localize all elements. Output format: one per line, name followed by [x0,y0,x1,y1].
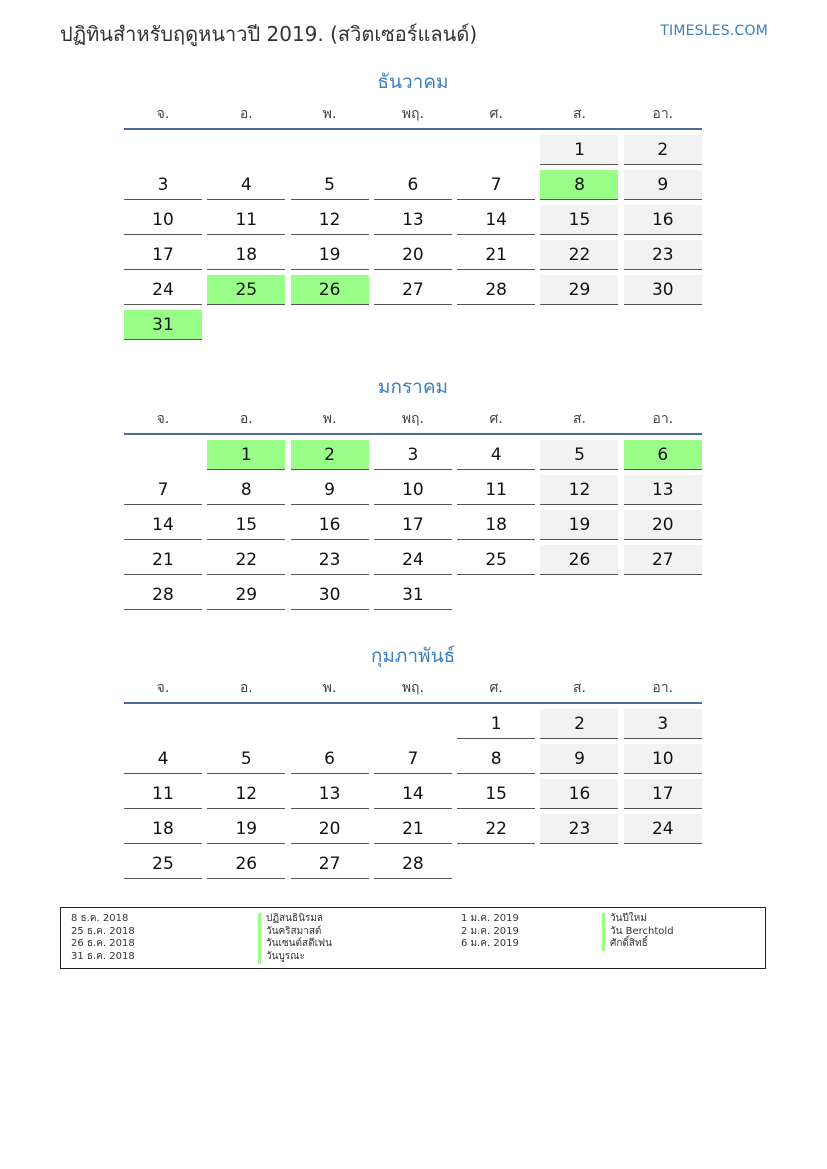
weekday-header [124,405,702,435]
weekday-label: อา. [652,411,674,427]
empty-cell [124,709,202,739]
day-cell[interactable]: 3 [624,709,702,739]
holiday-day-cell[interactable]: 2 [291,440,369,470]
day-cell[interactable]: 8 [207,475,285,505]
day-cell[interactable]: 23 [540,814,618,844]
legend-holiday-name: วันเซนต์สตีเฟน [258,938,332,951]
day-cell[interactable]: 6 [374,170,452,200]
legend-holiday-name: ศักดิ์สิทธิ์ [602,938,674,951]
weekday-label: พ. [322,680,337,696]
legend-dates-left [71,913,135,964]
empty-cell [291,709,369,739]
empty-cell [374,135,452,165]
holiday-day-cell[interactable]: 6 [624,440,702,470]
weekday-label: อ. [239,411,253,427]
day-cell[interactable]: 9 [291,475,369,505]
day-cell[interactable]: 5 [207,744,285,774]
day-cell[interactable]: 19 [291,240,369,270]
day-cell[interactable]: 18 [124,814,202,844]
day-cell[interactable]: 17 [374,510,452,540]
day-cell[interactable]: 24 [374,545,452,575]
day-cell[interactable]: 13 [624,475,702,505]
day-cell[interactable]: 2 [540,709,618,739]
weekday-label: จ. [156,680,170,696]
day-cell[interactable]: 5 [291,170,369,200]
empty-cell [124,135,202,165]
month-title: กุมภาพันธ์ [370,645,456,667]
weekday-label: อา. [652,106,674,122]
weekday-label: ส. [572,411,586,427]
empty-cell [207,135,285,165]
day-cell[interactable]: 25 [457,545,535,575]
weekday-label: พ. [322,106,337,122]
day-cell[interactable]: 15 [540,205,618,235]
holiday-day-cell[interactable]: 8 [540,170,618,200]
legend-date: 26 ธ.ค. 2018 [71,938,135,950]
weekday-label: ศ. [489,106,503,122]
legend-holiday-name: วันบูรณะ [258,951,332,964]
day-cell[interactable]: 16 [540,779,618,809]
day-cell[interactable]: 16 [624,205,702,235]
weekday-header [124,100,702,130]
day-cell[interactable]: 11 [207,205,285,235]
empty-cell [457,135,535,165]
day-cell[interactable]: 23 [291,545,369,575]
holiday-day-cell[interactable]: 31 [124,310,202,340]
day-grid [124,135,702,340]
weekday-label: ศ. [489,411,503,427]
day-cell[interactable]: 19 [207,814,285,844]
day-cell[interactable]: 1 [457,709,535,739]
weekday-label: พฤ. [401,106,424,122]
day-cell[interactable]: 5 [540,440,618,470]
day-cell[interactable]: 18 [457,510,535,540]
day-cell[interactable]: 11 [457,475,535,505]
legend-holiday-name: วันคริสมาสต์ [258,926,332,939]
day-cell[interactable]: 29 [540,275,618,305]
day-cell[interactable]: 30 [291,580,369,610]
day-cell[interactable]: 1 [540,135,618,165]
day-cell[interactable]: 7 [457,170,535,200]
month-december [124,68,702,340]
day-cell[interactable]: 4 [124,744,202,774]
day-cell[interactable]: 7 [124,475,202,505]
empty-cell [374,709,452,739]
day-cell[interactable]: 27 [291,849,369,879]
day-cell[interactable]: 23 [624,240,702,270]
legend-dates-right [461,913,519,951]
legend-date: 25 ธ.ค. 2018 [71,925,135,937]
day-cell[interactable]: 8 [457,744,535,774]
empty-cell [124,440,202,470]
day-cell[interactable]: 12 [540,475,618,505]
weekday-header [124,674,702,704]
legend-names-left [258,913,332,964]
day-cell[interactable]: 12 [291,205,369,235]
day-cell[interactable]: 11 [124,779,202,809]
day-cell[interactable]: 17 [624,779,702,809]
day-cell[interactable]: 21 [124,545,202,575]
holiday-day-cell[interactable]: 1 [207,440,285,470]
weekday-label: อ. [239,680,253,696]
day-cell[interactable]: 25 [124,849,202,879]
weekday-label: พฤ. [401,680,424,696]
day-cell[interactable]: 24 [624,814,702,844]
legend-date: 1 ม.ค. 2019 [461,913,519,924]
day-cell[interactable]: 24 [124,275,202,305]
holiday-day-cell[interactable]: 25 [207,275,285,305]
weekday-label: ส. [572,680,586,696]
empty-cell [207,709,285,739]
month-title: ธันวาคม [377,71,449,93]
legend-date: 8 ธ.ค. 2018 [71,913,129,924]
day-cell[interactable]: 6 [291,744,369,774]
day-cell[interactable]: 18 [207,240,285,270]
day-cell[interactable]: 29 [207,580,285,610]
weekday-label: จ. [156,411,170,427]
day-cell[interactable]: 14 [124,510,202,540]
day-cell[interactable]: 9 [624,170,702,200]
day-cell[interactable]: 15 [457,779,535,809]
day-cell[interactable]: 7 [374,744,452,774]
day-cell[interactable]: 4 [207,170,285,200]
day-cell[interactable]: 10 [374,475,452,505]
day-cell[interactable]: 4 [457,440,535,470]
day-cell[interactable]: 13 [374,205,452,235]
day-grid [124,440,702,610]
legend-date: 6 ม.ค. 2019 [461,938,519,950]
day-cell[interactable]: 12 [207,779,285,809]
legend-holiday-name: วัน Berchtold [602,926,674,939]
day-cell[interactable]: 17 [124,240,202,270]
day-cell[interactable]: 20 [624,510,702,540]
legend-date: 2 ม.ค. 2019 [461,925,519,937]
weekday-label: พ. [322,411,337,427]
day-cell[interactable]: 14 [457,205,535,235]
month-title: มกราคม [377,376,449,398]
brand-link[interactable]: TIMESLES.COM [660,23,768,39]
weekday-label: อ. [239,106,253,122]
weekday-label: ส. [572,106,586,122]
page-title: ปฏิทินสำหรับฤดูหนาวปี 2019. (สวิตเซอร์แลนด์) [60,22,478,46]
month-january [124,373,702,610]
month-february [124,642,702,879]
empty-cell [291,135,369,165]
day-cell[interactable]: 27 [624,545,702,575]
day-cell[interactable]: 21 [374,814,452,844]
day-cell[interactable]: 2 [624,135,702,165]
day-cell[interactable]: 21 [457,240,535,270]
day-cell[interactable]: 20 [374,240,452,270]
day-cell[interactable]: 28 [374,849,452,879]
day-cell[interactable]: 10 [124,205,202,235]
legend-date: 31 ธ.ค. 2018 [71,951,135,963]
legend-holiday-name: ปฏิสนธินิรมล [258,913,332,926]
holiday-day-cell[interactable]: 26 [291,275,369,305]
day-cell[interactable]: 14 [374,779,452,809]
day-cell[interactable]: 26 [207,849,285,879]
day-cell[interactable]: 9 [540,744,618,774]
day-cell[interactable]: 3 [124,170,202,200]
day-grid [124,709,702,879]
day-cell[interactable]: 22 [207,545,285,575]
day-cell[interactable]: 27 [374,275,452,305]
day-cell[interactable]: 3 [374,440,452,470]
day-cell[interactable]: 22 [457,814,535,844]
day-cell[interactable]: 15 [207,510,285,540]
legend-names-right [602,913,674,951]
day-cell[interactable]: 13 [291,779,369,809]
day-cell[interactable]: 16 [291,510,369,540]
weekday-label: จ. [156,106,170,122]
day-cell[interactable]: 28 [124,580,202,610]
holiday-legend [60,907,766,969]
weekday-label: ศ. [489,680,503,696]
day-cell[interactable]: 26 [540,545,618,575]
legend-holiday-name: วันปีใหม่ [602,913,674,926]
day-cell[interactable]: 19 [540,510,618,540]
weekday-label: พฤ. [401,411,424,427]
weekday-label: อา. [652,680,674,696]
day-cell[interactable]: 20 [291,814,369,844]
day-cell[interactable]: 30 [624,275,702,305]
day-cell[interactable]: 28 [457,275,535,305]
day-cell[interactable]: 10 [624,744,702,774]
day-cell[interactable]: 22 [540,240,618,270]
day-cell[interactable]: 31 [374,580,452,610]
